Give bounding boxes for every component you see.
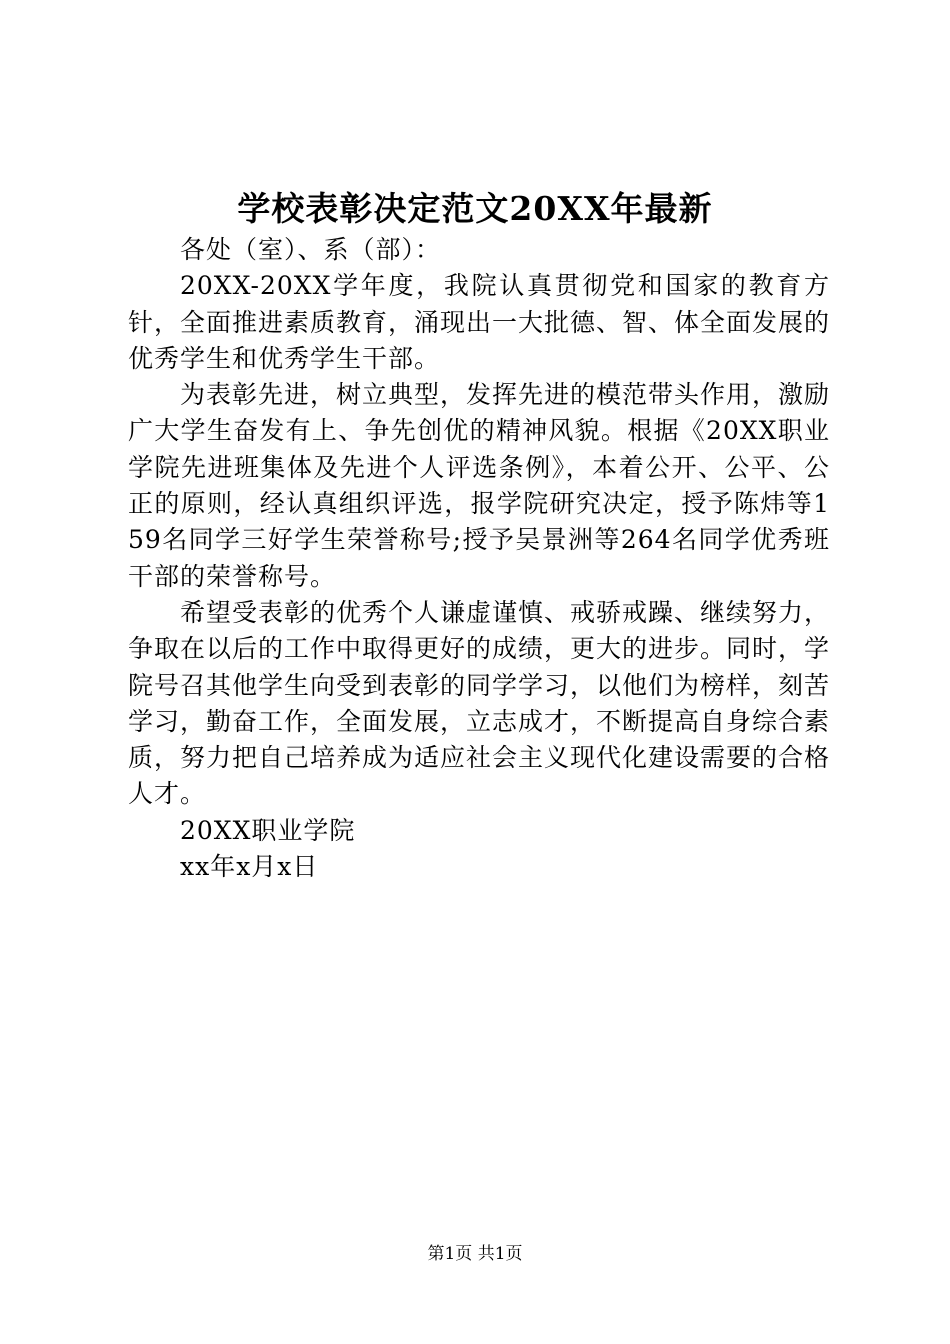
salutation: 各处（室）、系（部）：: [180, 235, 442, 264]
document-title: 学校表彰决定范文20XX年最新: [237, 189, 713, 228]
paragraph-1: 20XX-20XX学年度，我院认真贯彻党和国家的教育方针，全面推进素质教育，涌现出一大批德、智、体全面发展的优秀学生和优秀学生干部。: [128, 271, 831, 373]
paragraph-2: 为表彰先进，树立典型，发挥先进的模范带头作用，激励广大学生奋发有上、争先创优的精神风貌。根据《20XX职业学院先进班集体及先进个人评选条例》，本着公开、公平、公正的原则，经认真组织评选，报学院研究决定，授予陈炜等159名同学三好学生荣誉称号;授予吴景洲等264名同学优秀班干部的荣誉称号。: [128, 380, 831, 591]
document-body: [128, 232, 830, 885]
date: xx年x月x日: [180, 852, 319, 882]
paragraph-3: 希望受表彰的优秀个人谦虚谨慎、戒骄戒躁、继续努力，争取在以后的工作中取得更好的成绩，更大的进步。同时，学院号召其他学生向受到表彰的同学学习，以他们为榜样，刻苦学习，勤奋工作，全面发展，立志成才，不断提高自身综合素质，努力把自己培养成为适应社会主义现代化建设需要的合格人才。: [128, 597, 831, 809]
page-footer: 第1页 共1页: [427, 1244, 523, 1264]
signature: 20XX职业学院: [180, 815, 356, 845]
